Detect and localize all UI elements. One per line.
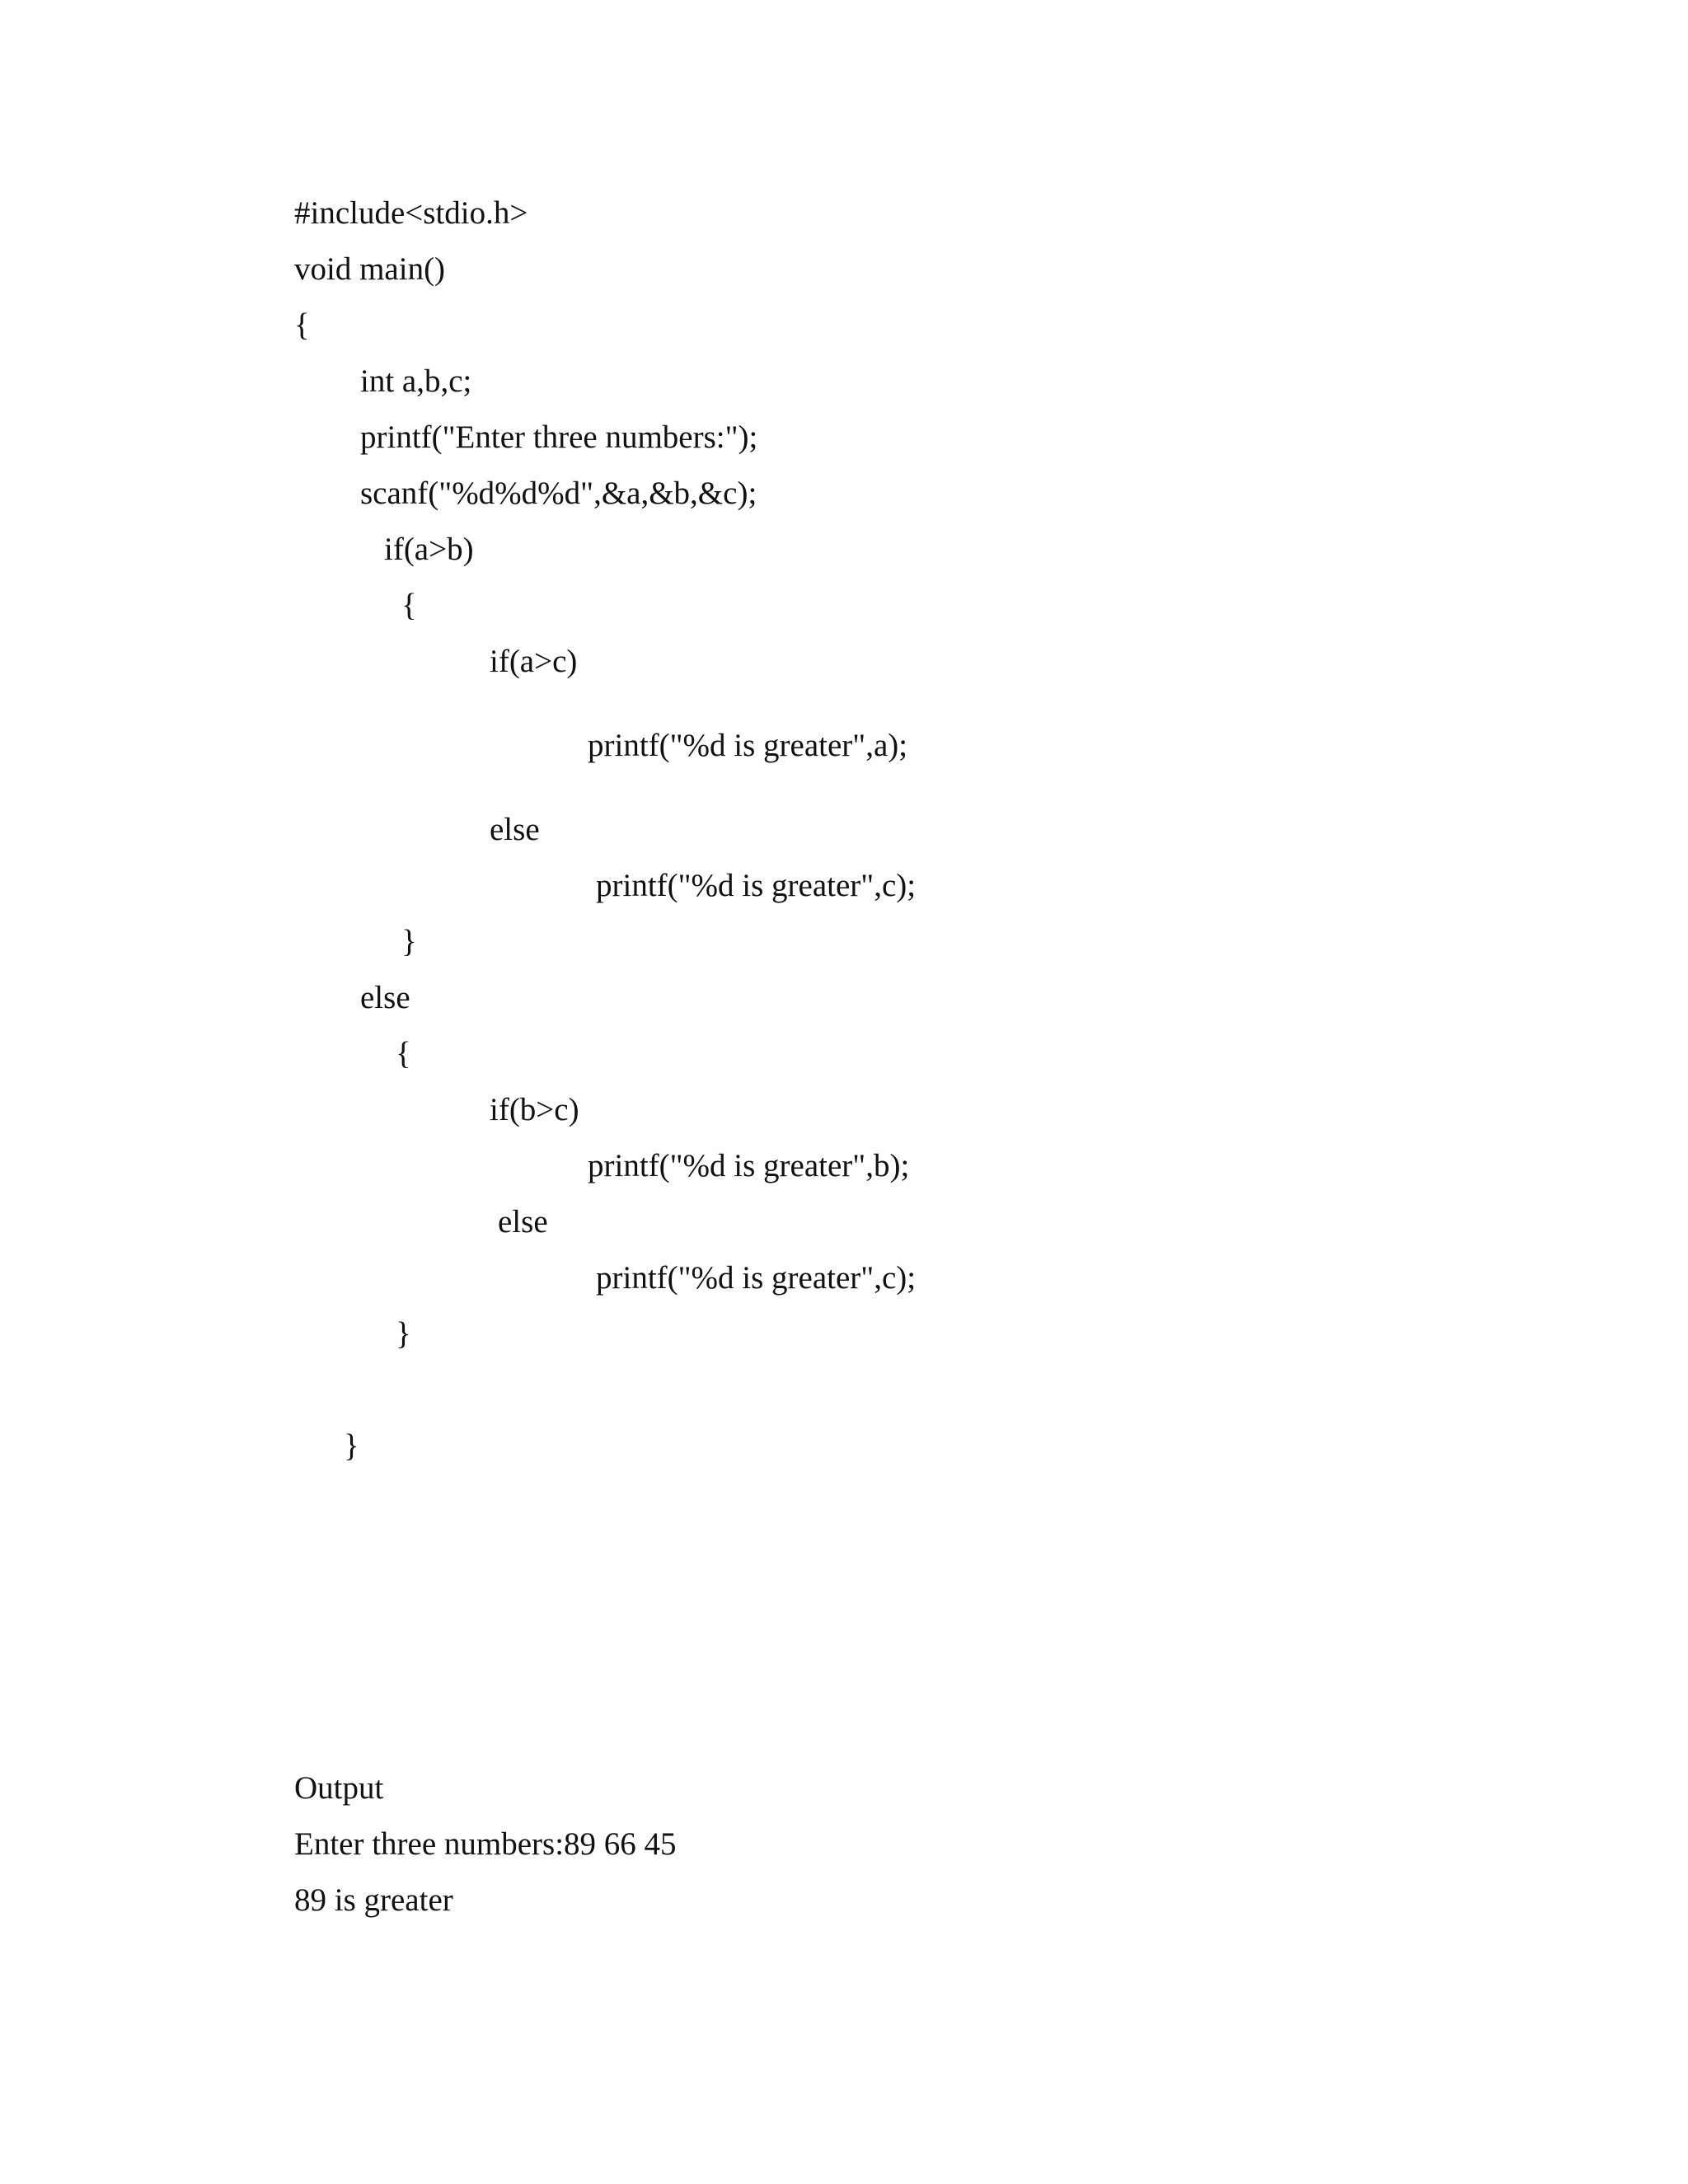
output-line: Enter three numbers:89 66 45 <box>294 1826 677 1862</box>
code-line: else <box>360 980 410 1015</box>
code-line: { <box>401 588 417 623</box>
code-line: void main() <box>294 251 446 287</box>
code-line: printf("Enter three numbers:"); <box>360 419 758 455</box>
code-line: else <box>498 1204 548 1240</box>
output-heading: Output <box>294 1770 384 1806</box>
code-line: } <box>396 1316 411 1352</box>
code-line: printf("%d is greater",c); <box>596 868 917 903</box>
code-line: else <box>490 812 540 847</box>
code-line: printf("%d is greater",c); <box>596 1260 917 1296</box>
code-line: { <box>294 307 310 343</box>
code-line: } <box>344 1428 359 1464</box>
code-line: if(a>b) <box>384 532 474 567</box>
code-line: { <box>396 1036 411 1071</box>
output-line: 89 is greater <box>294 1882 453 1918</box>
code-line: printf("%d is greater",b); <box>588 1148 910 1183</box>
code-line: printf("%d is greater",a); <box>588 728 908 763</box>
code-line: if(b>c) <box>490 1092 579 1127</box>
code-line: if(a>c) <box>490 644 578 679</box>
code-line: } <box>401 924 417 959</box>
code-line: #include<stdio.h> <box>294 195 528 231</box>
code-line: scanf("%d%d%d",&a,&b,&c); <box>360 476 757 511</box>
code-line: int a,b,c; <box>360 363 472 399</box>
